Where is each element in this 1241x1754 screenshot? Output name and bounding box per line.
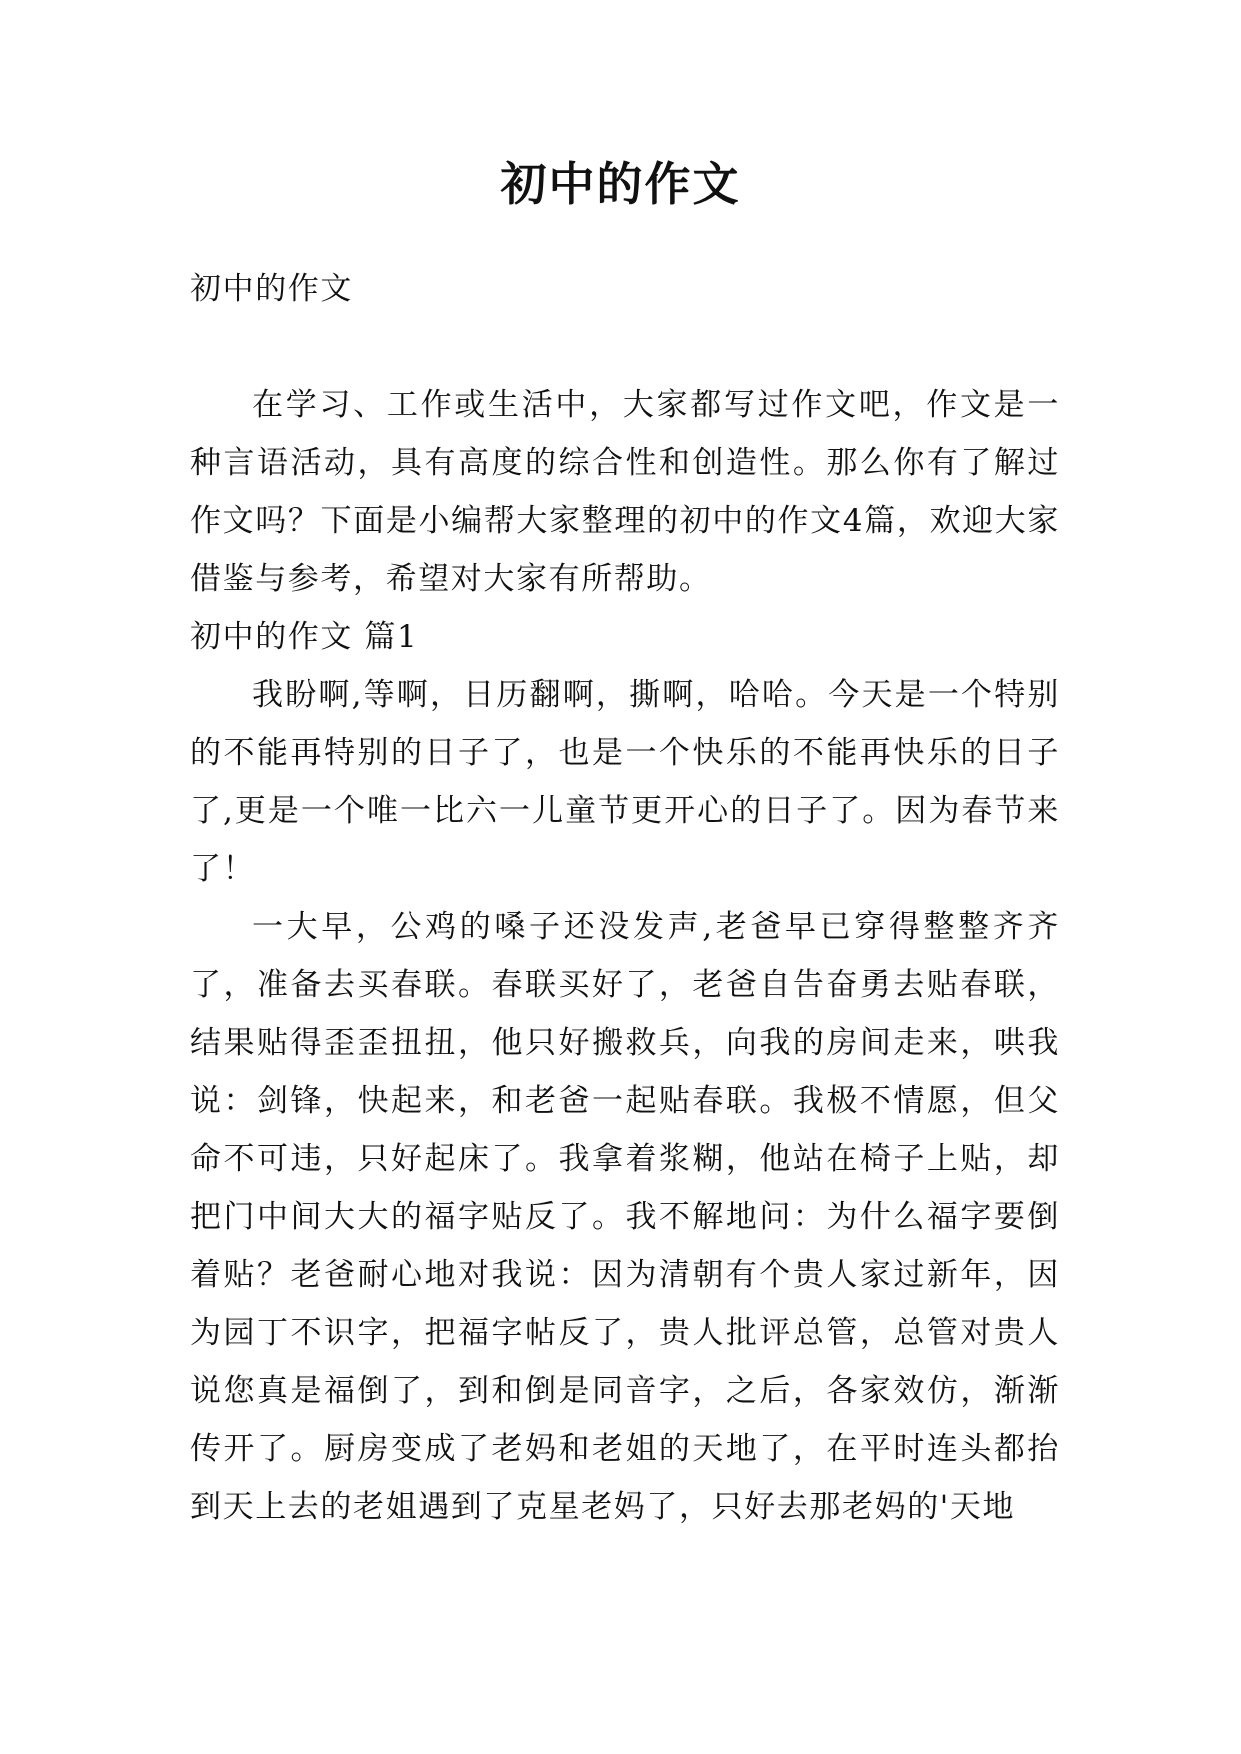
paragraph-gap bbox=[190, 318, 1060, 376]
document-body bbox=[190, 260, 1060, 1536]
body-paragraph-2: 一大早，公鸡的嗓子还没发声,老爸早已穿得整整齐齐了，准备去买春联。春联买好了，老爸自告奋勇去贴春联，结果贴得歪歪扭扭，他只好搬救兵，向我的房间走来，哄我说：剑锋，快起来，和老爸一起贴春联。我极不情愿，但父命不可违，只好起床了。我拿着浆糊，他站在椅子上贴，却把门中间大大的福字贴反了。我不解地问：为什么福字要倒着贴？老爸耐心地对我说：因为清朝有个贵人家过新年，因为园丁不识字，把福字帖反了，贵人批评总管，总管对贵人说您真是福倒了，到和倒是同音字，之后，各家效仿，渐渐传开了。厨房变成了老妈和老姐的天地了，在平时连头都抬到天上去的老姐遇到了克星老妈了，只好去那老妈的'天地 bbox=[190, 909, 1060, 1525]
document-subtitle: 初中的作文 bbox=[190, 271, 353, 307]
intro-paragraph: 在学习、工作或生活中，大家都写过作文吧，作文是一种言语活动，具有高度的综合性和创造性。那么你有了解过作文吗？下面是小编帮大家整理的初中的作文4篇，欢迎大家借鉴与参考，希望对大家有所帮助。 bbox=[190, 387, 1060, 597]
document-title: 初中的作文 bbox=[500, 157, 741, 211]
body-paragraph-1: 我盼啊,等啊，日历翻啊，撕啊，哈哈。今天是一个特别的不能再特别的日子了，也是一个快乐的不能再快乐的日子了,更是一个唯一比六一儿童节更开心的日子了。因为春节来了！ bbox=[190, 677, 1060, 887]
section-heading: 初中的作文 篇1 bbox=[190, 619, 419, 655]
